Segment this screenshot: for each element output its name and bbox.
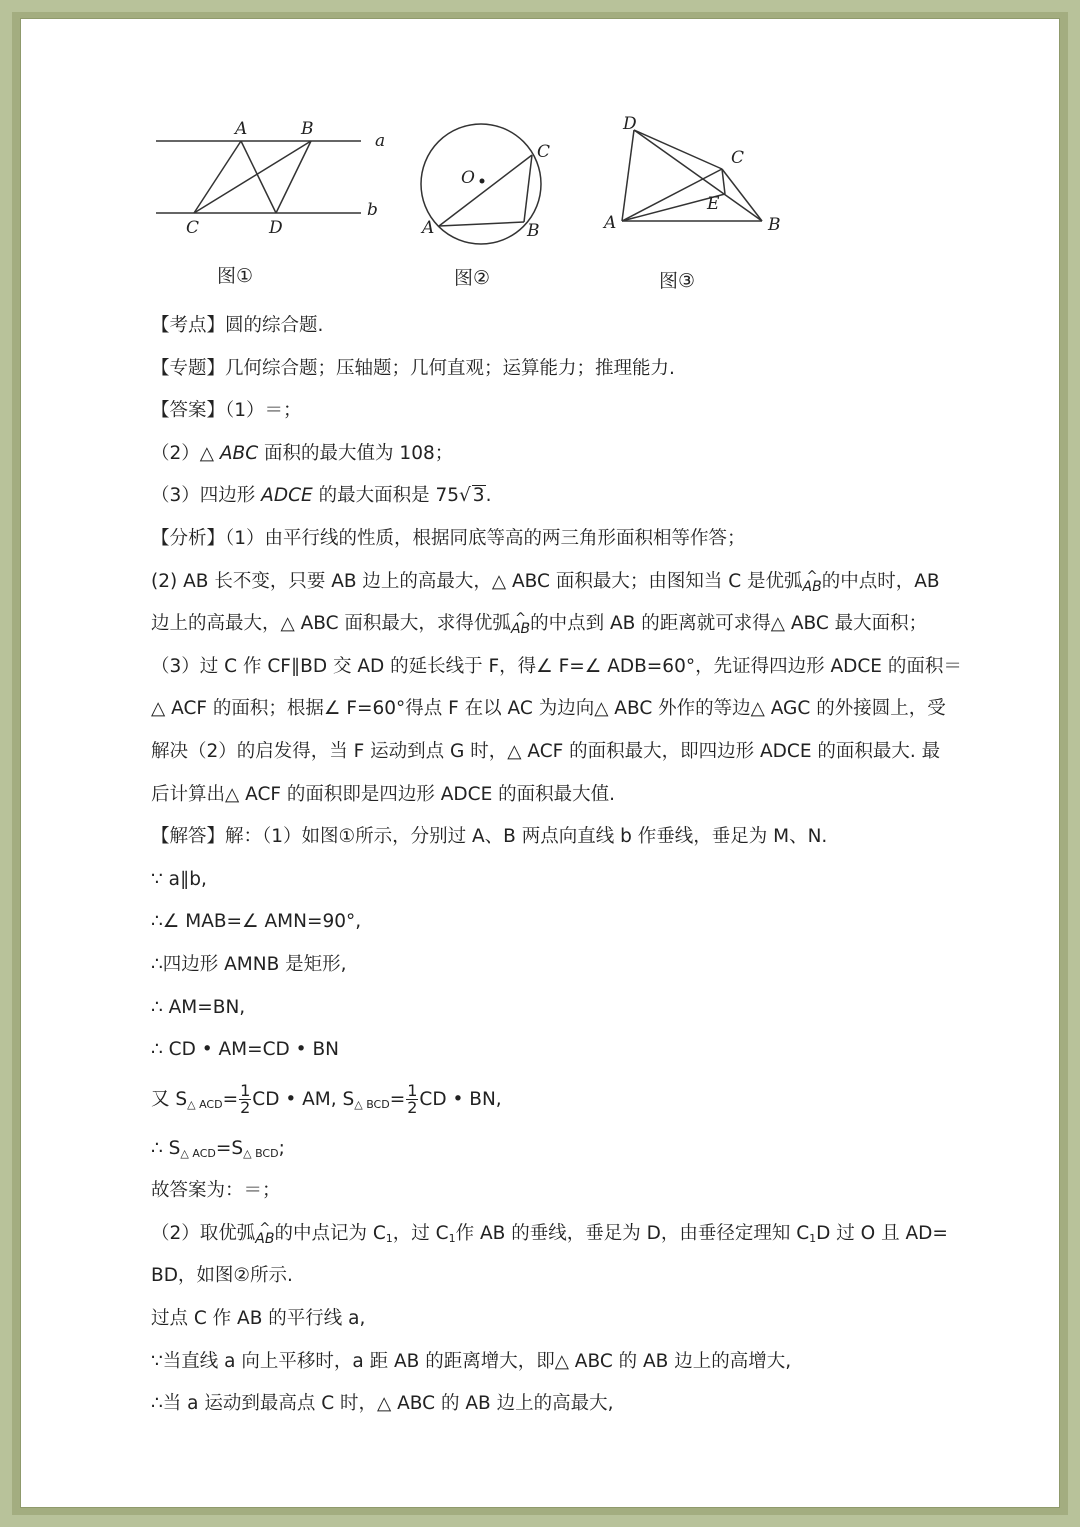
answer-3-mid: 的最大面积是 75: [318, 485, 459, 507]
solution-line-3: ∴∠ MAB=∠ AMN=90°,: [151, 911, 362, 933]
answer-3-prefix: （3）四边形: [151, 485, 256, 507]
solution-line-8: [151, 1128, 971, 1171]
s10-mid: 的中点记为 C: [274, 1222, 386, 1244]
kaodian-line: 【考点】圆的综合题.: [151, 315, 324, 336]
frac-num: 1: [407, 1081, 418, 1101]
label-B: B: [301, 119, 314, 139]
analysis-line-4: （3）过 C 作 CF∥BD 交 AD 的延长线于 F，得∠ F=∠ ADB=60°，先证得四边形 ADCE 的面积＝: [151, 655, 962, 677]
s10-sub2: 1: [448, 1231, 456, 1245]
s10-mid3: 作 AB 的垂线，垂足为 D，由垂径定理知 C: [455, 1222, 810, 1244]
solution-line-10: [151, 1213, 971, 1256]
s8-c: ;: [278, 1137, 285, 1159]
arc-ab: ^ AB: [803, 566, 822, 609]
solution-line-9: 故答案为：＝；: [151, 1180, 281, 1202]
analysis-3-end: 的中点到 AB 的距离就可求得△ ABC 最大面积；: [530, 613, 928, 635]
analysis-line-7: 后计算出△ ACF 的面积即是四边形 ADCE 的面积最大值.: [151, 783, 616, 805]
solution-line-7: [151, 1072, 971, 1128]
answer-line-1: 【答案】（1）＝；: [151, 400, 302, 422]
s10-mid2: ，过 C: [392, 1222, 449, 1244]
s10-pre: （2）取优弧: [151, 1222, 256, 1244]
s10-end: D 过 O 且 AD=: [816, 1222, 948, 1244]
analysis-line-6: 解决（2）的启发得，当 F 运动到点 G 时，△ ACF 的面积最大，即四边形 ADCE 的面积最大. 最: [151, 740, 941, 762]
solution-line-14: ∴当 a 运动到最高点 C 时，△ ABC 的 AB 边上的高最大,: [151, 1393, 614, 1415]
figure-3-caption: 图③: [659, 270, 696, 292]
s7-e: CD • BN,: [419, 1088, 502, 1110]
label-D: D: [623, 114, 637, 134]
answer-line-2: [151, 433, 971, 476]
label-A: A: [235, 119, 248, 139]
answer-3-adce: ADCE: [261, 485, 313, 507]
solution-line-2: ∵ a∥b,: [151, 868, 207, 890]
s7-c: CD • AM, S: [252, 1088, 355, 1110]
figure-2-caption: 图②: [454, 267, 491, 289]
label-a: a: [375, 131, 386, 151]
zhuanti-line: 【专题】几何综合题；压轴题；几何直观；运算能力；推理能力.: [151, 357, 675, 379]
s8-b: =S: [215, 1137, 244, 1159]
s8-sub1: △ ACD: [180, 1146, 216, 1160]
solution-text: [151, 305, 971, 1426]
answer-3-root: 3: [472, 485, 485, 507]
answer-2-suffix: 面积的最大值为 108；: [264, 442, 454, 464]
s7-b: =: [222, 1088, 239, 1110]
analysis-2-end: 的中点时，AB: [821, 570, 940, 592]
label-C: C: [731, 148, 745, 168]
analysis-3-text: 边上的高最大，△ ABC 面积最大，求得优弧: [151, 613, 511, 635]
frac-num: 1: [240, 1081, 251, 1101]
label-E: E: [707, 194, 720, 214]
answer-2-abc: ABC: [219, 442, 259, 464]
figure-3: [601, 114, 791, 244]
analysis-line-1: 【分析】（1）由平行线的性质，根据同底等高的两三角形面积相等作答；: [151, 527, 746, 549]
fraction-half: [239, 1083, 251, 1116]
analysis-line-5: △ ACF 的面积；根据∠ F=60°得点 F 在以 AC 为边向△ ABC 外作的等边△ AGC 的外接圆上，受: [151, 698, 946, 720]
label-O: O: [461, 168, 475, 188]
fraction-half: [406, 1083, 418, 1116]
answer-3-end: .: [485, 485, 492, 507]
solution-line-6: ∴ CD • AM=CD • BN: [151, 1039, 339, 1061]
s10-sub: 1: [385, 1231, 393, 1245]
label-C: C: [186, 218, 200, 238]
s7-a: 又 S: [151, 1088, 188, 1110]
answer-line-3: （3）四边形 ADCE 的最大面积是 75√ 3.: [151, 485, 492, 507]
figure-2-diagram: [411, 119, 571, 249]
solution-line-12: 过点 C 作 AB 的平行线 a,: [151, 1308, 366, 1330]
s7-d: =: [389, 1088, 406, 1110]
s7-sub2: △ BCD: [354, 1097, 390, 1111]
s8-a: ∴ S: [151, 1137, 181, 1159]
label-A: A: [422, 218, 435, 238]
figure-3-diagram: [601, 114, 791, 244]
figure-1-diagram: [151, 119, 391, 239]
arc-ab: ^ AB: [511, 608, 530, 651]
analysis-line-3: [151, 603, 971, 646]
label-C: C: [537, 142, 551, 162]
figure-1-caption: 图①: [217, 265, 254, 287]
solution-line-5: ∴ AM=BN,: [151, 996, 246, 1018]
label-A: A: [604, 213, 617, 233]
solution-line-11: BD，如图②所示.: [151, 1265, 293, 1287]
document-page: [20, 18, 1060, 1508]
figure-2: [411, 119, 571, 249]
s10-sub3: 1: [809, 1231, 817, 1245]
analysis-2-text: (2) AB 长不变，只要 AB 边上的高最大，△ ABC 面积最大；由图知当 C 是优弧: [151, 570, 803, 592]
arc-ab: ^ AB: [255, 1218, 274, 1261]
label-b: b: [367, 200, 378, 220]
figure-1: [151, 119, 391, 239]
frac-den: 2: [240, 1098, 251, 1118]
s8-sub2: △ BCD: [243, 1146, 279, 1160]
frac-den: 2: [407, 1098, 418, 1118]
solution-line-1: 【解答】解：（1）如图①所示，分别过 A、B 两点向直线 b 作垂线，垂足为 M、N.: [151, 826, 828, 848]
answer-2-prefix: （2）△: [151, 442, 214, 464]
solution-line-4: ∴四边形 AMNB 是矩形,: [151, 953, 347, 975]
solution-line-13: ∵当直线 a 向上平移时，a 距 AB 的距离增大，即△ ABC 的 AB 边上的高增大,: [151, 1350, 792, 1372]
label-D: D: [269, 218, 283, 238]
label-B: B: [527, 221, 540, 241]
analysis-line-2: [151, 561, 971, 604]
label-B: B: [768, 215, 781, 235]
s7-sub1: △ ACD: [187, 1097, 223, 1111]
